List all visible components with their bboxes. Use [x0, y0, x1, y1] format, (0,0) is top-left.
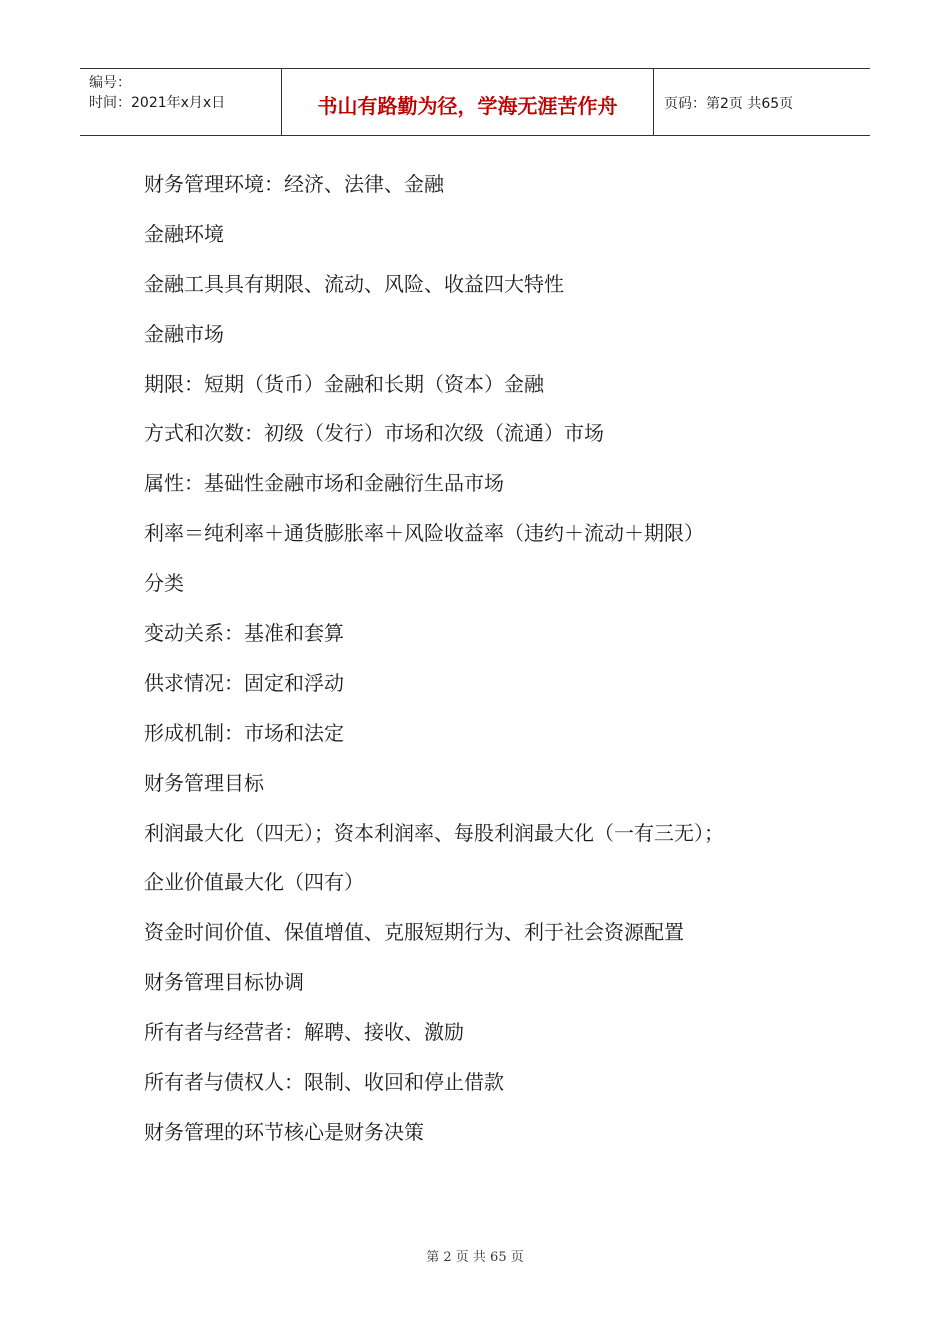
- text-line: 财务管理环境：经济、法律、金融: [144, 172, 444, 196]
- text-line: 财务管理的环节核心是财务决策: [144, 1119, 424, 1144]
- text-line: 金融工具具有期限、流动、风险、收益四大特性: [144, 271, 564, 296]
- text-line: 分类: [144, 571, 184, 596]
- text-line: 所有者与经营者：解聘、接收、激励: [144, 1020, 464, 1045]
- page-header: [80, 68, 870, 136]
- document-number-label: 编号：: [89, 75, 131, 91]
- text-line: 变动关系：基准和套算: [144, 621, 344, 646]
- text-line: 财务管理目标: [144, 770, 264, 795]
- text-line: 属性：基础性金融市场和金融衍生品市场: [144, 471, 504, 496]
- header-meta: [80, 69, 282, 135]
- text-line: 金融市场: [144, 321, 224, 346]
- text-line: 利润最大化（四无）；资本利润率、每股利润最大化（一有三无）；: [144, 820, 724, 845]
- text-line: 形成机制：市场和法定: [144, 720, 344, 745]
- page-footer: 第 2 页 共 65 页: [426, 1250, 524, 1265]
- header-page-number: 页码：第2页 共65页: [664, 96, 794, 112]
- text-line: 方式和次数：初级（发行）市场和次级（流通）市场: [144, 421, 604, 446]
- text-line: 所有者与债权人：限制、收回和停止借款: [144, 1070, 504, 1095]
- text-line: 企业价值最大化（四有）: [144, 870, 364, 895]
- text-line: 期限：短期（货币）金融和长期（资本）金融: [144, 371, 544, 396]
- text-line: 利率＝纯利率＋通货膨胀率＋风险收益率（违约＋流动＋期限）: [144, 521, 704, 546]
- document-body: [144, 160, 864, 1158]
- text-line: 资金时间价值、保值增值、克服短期行为、利于社会资源配置: [144, 920, 684, 945]
- header-motto: 书山有路勤为径，学海无涯苦作舟: [282, 69, 654, 135]
- text-line: 金融环境: [144, 221, 224, 246]
- document-time-label: 时间：2021年x月x日: [89, 95, 226, 111]
- text-line: 财务管理目标协调: [144, 970, 304, 995]
- text-line: 供求情况：固定和浮动: [144, 670, 344, 695]
